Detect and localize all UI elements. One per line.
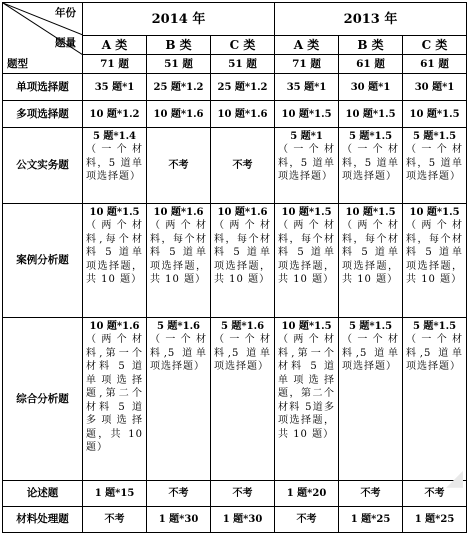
score-cell [275,204,339,318]
score-note: （一个材料，5 道单项选择题） [86,144,143,182]
score-note: （一个材料，5 道单项选择题） [278,144,336,182]
score-value: 5 题*1.5 [412,321,457,332]
score-note: （一个材料,5 道单项选择题） [406,334,464,372]
score-value: 10 题*1.5 [409,207,460,218]
question-type-label: 公文实务题 [3,128,83,204]
question-type-label: 综合分析题 [3,318,83,481]
score-cell [403,318,467,481]
score-cell [403,507,467,533]
score-cell [403,101,467,128]
score-cell [147,101,211,128]
score-cell [83,318,147,481]
question-type-label: 案例分析题 [3,204,83,318]
score-value: 不考 [104,514,125,525]
score-note: （两个材料，每个材料 5 道单项选择题，共 10 题） [278,220,336,285]
score-cell [339,481,403,507]
score-cell [403,128,467,204]
score-value: 1 题*30 [222,514,263,525]
score-cell [83,101,147,128]
score-note: （两个材料，每个材料 5 道单项选择题，共 10 题） [406,220,464,285]
score-cell [83,74,147,101]
score-cell-content [275,318,338,443]
score-cell-content [147,318,210,376]
score-value: 1 题*30 [158,514,199,525]
score-note: （一个材料,5 道单项选择题） [150,334,207,372]
score-cell-content [83,128,146,186]
corner-type-label: 题型 [7,58,28,70]
question-count: 51 题 [211,55,275,74]
score-note: （两个材料,第一个材料 5 道单项选择题,第二个材料 5 道多项选择题，共 10 题） [86,334,143,453]
score-cell [211,481,275,507]
class-header: C 类 [403,36,467,55]
score-note: （一个材料，5 道单项选择题） [342,144,400,182]
score-cell [339,318,403,481]
score-cell-content [211,318,274,376]
score-value: 5 题*1.5 [348,131,393,142]
question-type-label: 材料处理题 [3,507,83,533]
table-row [3,507,467,533]
class-header: A 类 [83,36,147,55]
question-count: 71 题 [83,55,147,74]
score-cell [211,101,275,128]
table-row [3,128,467,204]
score-cell [403,204,467,318]
score-cell-content [83,204,146,289]
class-header: A 类 [275,36,339,55]
year-2013-header: 2013 年 [275,3,467,36]
score-note: （两个材料，每个材料 5 道单项选择题，共 10 题） [214,220,272,285]
score-cell-content [339,318,402,376]
score-value: 10 题*1.5 [281,108,332,120]
score-cell-content [147,204,210,289]
header-year-row [3,3,467,36]
score-cell-content [339,204,402,289]
score-value: 25 题*1.2 [153,81,204,93]
score-value: 1 题*25 [350,514,391,525]
score-cell-content [275,204,338,289]
score-cell [83,481,147,507]
score-cell [339,128,403,204]
table-row [3,74,467,101]
score-cell [211,204,275,318]
question-count: 61 题 [403,55,467,74]
score-note: （一个材料,5 道单项选择题） [342,334,400,372]
score-note: （一个材料，5 道单项选择题） [406,144,464,182]
score-note: （两个材料，每个材料 5 道单项选择题，共 10 题） [342,220,400,285]
score-value: 10 题*1.5 [345,108,396,120]
score-cell [275,101,339,128]
score-value: 10 题*1.5 [281,321,332,332]
question-count: 51 题 [147,55,211,74]
score-value: 35 题*1 [94,81,135,93]
class-header: B 类 [339,36,403,55]
corner-count-label: 题量 [55,37,76,49]
score-value: 25 题*1.2 [217,81,268,93]
class-header: B 类 [147,36,211,55]
score-value: 10 题*1.5 [409,108,460,120]
question-type-label: 单项选择题 [3,74,83,101]
score-cell [339,507,403,533]
score-cell [147,481,211,507]
score-note: （两个材料,每个材料 5 道单项选择题，共 10 题） [86,220,143,285]
score-value: 不考 [168,160,189,171]
score-cell [211,318,275,481]
score-cell-content [83,318,146,457]
score-cell [275,481,339,507]
score-cell [147,74,211,101]
table-row [3,481,467,507]
score-value: 5 题*1 [290,131,323,142]
score-value: 5 题*1.4 [92,131,137,142]
score-cell [147,318,211,481]
score-cell-content [339,128,402,186]
score-value: 10 题*1.6 [217,108,268,120]
exam-structure-table [2,2,467,533]
score-cell [211,128,275,204]
score-value: 10 题*1.5 [89,207,140,218]
score-cell [211,507,275,533]
question-count: 71 题 [275,55,339,74]
question-type-label: 多项选择题 [3,101,83,128]
score-cell [147,128,211,204]
class-header: C 类 [211,36,275,55]
score-value: 5 题*1.6 [156,321,201,332]
score-value: 1 题*20 [286,488,327,499]
corner-year-label: 年份 [55,7,76,19]
score-value: 5 题*1.6 [220,321,265,332]
score-value: 30 题*1 [350,81,391,93]
table-row [3,101,467,128]
question-type-label: 论述题 [3,481,83,507]
score-value: 1 题*15 [94,488,135,499]
score-note: （两个材料,第一个材料 5 道单项选择题，第二个材料 5道多项选择题，共 10 题） [278,334,336,440]
table-row [3,204,467,318]
score-value: 10 题*1.6 [153,108,204,120]
score-value: 5 题*1.5 [348,321,393,332]
score-cell [83,507,147,533]
score-value: 30 题*1 [414,81,455,93]
score-value: 10 题*1.5 [281,207,332,218]
year-2014-header: 2014 年 [83,3,275,36]
table-row [3,318,467,481]
score-value: 不考 [232,160,253,171]
score-note: （一个材料,5 道单项选择题） [214,334,272,372]
score-value: 10 题*1.6 [89,321,140,332]
score-value: 10 题*1.6 [153,207,204,218]
score-cell [147,507,211,533]
question-count: 61 题 [339,55,403,74]
score-cell [339,101,403,128]
score-note: （两个材料，每个材料 5 道单项选择题，共 10 题） [150,220,207,285]
score-cell [83,204,147,318]
score-value: 不考 [424,488,445,499]
score-cell-content [403,204,466,289]
score-value: 不考 [168,488,189,499]
score-value: 10 题*1.6 [217,207,268,218]
score-cell [339,204,403,318]
watermark: ◢ [446,466,463,491]
corner-cell [3,3,83,74]
score-value: 不考 [360,488,381,499]
score-cell [275,507,339,533]
score-cell-content [275,128,338,186]
score-value: 10 题*1.2 [89,108,140,120]
score-value: 5 题*1.5 [412,131,457,142]
score-cell [147,204,211,318]
score-cell-content [403,128,466,186]
score-value: 35 题*1 [286,81,327,93]
score-cell [83,128,147,204]
score-cell [339,74,403,101]
score-cell [403,74,467,101]
score-value: 不考 [296,514,317,525]
score-cell [275,128,339,204]
score-cell-content [403,318,466,376]
score-cell [275,74,339,101]
score-value: 不考 [232,488,253,499]
score-cell [275,318,339,481]
score-cell [211,74,275,101]
score-value: 1 题*25 [414,514,455,525]
score-cell-content [211,204,274,289]
score-value: 10 题*1.5 [345,207,396,218]
